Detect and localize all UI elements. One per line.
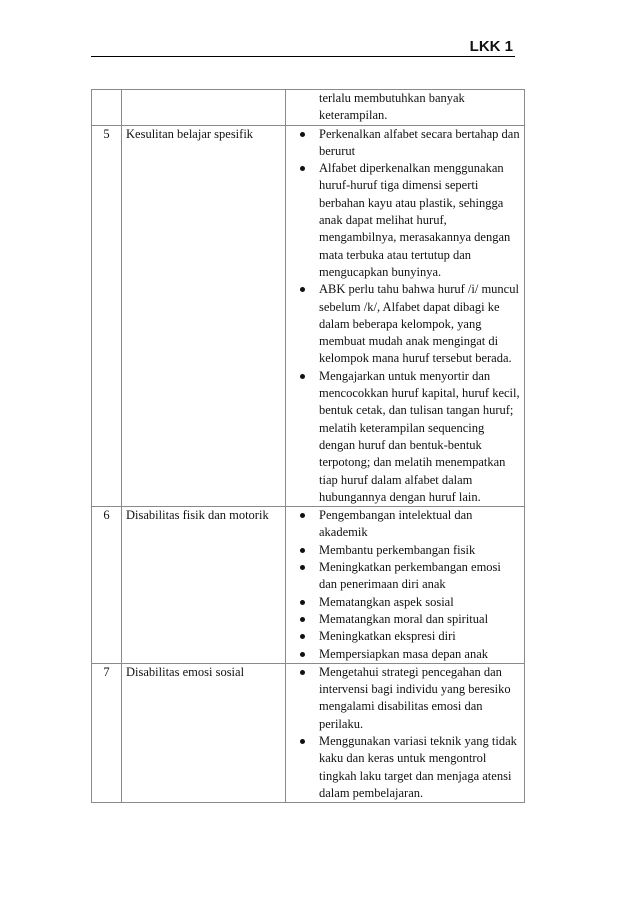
page-title: LKK 1 [469,38,513,55]
row-topic-cell [122,663,286,802]
bullet-list [286,664,524,802]
list-item [286,733,524,802]
list-item [286,542,524,559]
bullet-icon [300,548,305,553]
list-item [286,664,524,733]
list-item [286,628,524,645]
row-topic-cell [122,90,286,126]
table-row-continuation [92,90,525,126]
list-item-text: Mengetahui strategi pencegahan dan intervensi bagi individu yang beresiko mengalami disabilitas emosi dan perilaku. [319,664,511,731]
bullet-icon [300,634,305,639]
row-topic-cell [122,507,286,664]
bullet-icon [300,670,305,675]
bullet-icon [300,600,305,605]
list-item [286,594,524,611]
list-item [286,611,524,628]
list-item [286,160,524,281]
continuation-text: terlalu membutuhkan banyak keterampilan. [319,91,465,123]
table-row [92,507,525,664]
list-item [286,507,524,542]
list-item [286,646,524,663]
row-description-cell [286,663,525,802]
list-item-text: Perkenalkan alfabet secara bertahap dan berurut [319,126,520,158]
list-item-text: Membantu perkembangan fisik [319,542,476,557]
row-topic: Disabilitas fisik dan motorik [126,508,269,523]
list-item-text: Mengajarkan untuk menyortir dan mencocokkan huruf kapital, huruf kecil, bentuk cetak, dan tulisan tangan huruf; melatih keterampilan sequencing dengan huruf dan bentuk-bentuk terpotong; dan melatih menempatkan tiap huruf dalam alfabet dalam hubungannya dengan huruf lain. [319,368,520,504]
bullet-icon [300,166,305,171]
row-number-cell [92,90,122,126]
row-number: 5 [92,125,122,507]
table-row [92,125,525,507]
list-item-text: Mempersiapkan masa depan anak [319,646,489,661]
bullet-icon [300,565,305,570]
list-item-text: Menggunakan variasi teknik yang tidak kaku dan keras untuk mengontrol tingkah laku target dan menjaga atensi dalam pembelajaran. [319,733,517,800]
list-item-text: Meningkatkan perkembangan emosi dan penerimaan diri anak [319,560,501,592]
list-item [286,126,524,161]
list-item-text: ABK perlu tahu bahwa huruf /i/ muncul sebelum /k/, Alfabet dapat dibagi ke dalam beberapa kelompok, yang membuat mudah anak mengingat di kelompok mana huruf tersebut berada. [319,282,519,366]
list-item-text: Pengembangan intelektual dan akademik [319,508,473,540]
list-item [286,281,524,367]
row-description-cell [286,125,525,507]
list-item-text: Mematangkan moral dan spiritual [319,611,489,626]
list-item [286,559,524,594]
row-description-cell [286,90,525,126]
bullet-list [286,126,524,507]
bullet-icon [300,617,305,622]
list-item-text: Alfabet diperkenalkan menggunakan huruf-huruf tiga dimensi seperti berbahan kayu atau plastik, sehingga anak dapat melihat huruf, mengambilnya, merasakannya dengan mata terbuka atau tertutup dan mengucapkan bunyinya. [319,161,511,279]
row-topic: Kesulitan belajar spesifik [126,126,254,141]
row-number: 6 [92,507,122,664]
bullet-icon [300,739,305,744]
lkk-table [91,89,525,803]
bullet-icon [300,374,305,379]
row-number: 7 [92,663,122,802]
bullet-icon [300,513,305,518]
page-header [91,36,515,57]
table-row [92,663,525,802]
row-description-cell [286,507,525,664]
list-item-text: Meningkatkan ekspresi diri [319,629,456,644]
bullet-icon [300,287,305,292]
list-item [286,368,524,506]
bullet-list [286,507,524,663]
row-topic: Disabilitas emosi sosial [126,664,245,679]
list-item-text: Mematangkan aspek sosial [319,594,454,609]
row-topic-cell [122,125,286,507]
bullet-icon [300,132,305,137]
bullet-icon [300,652,305,657]
